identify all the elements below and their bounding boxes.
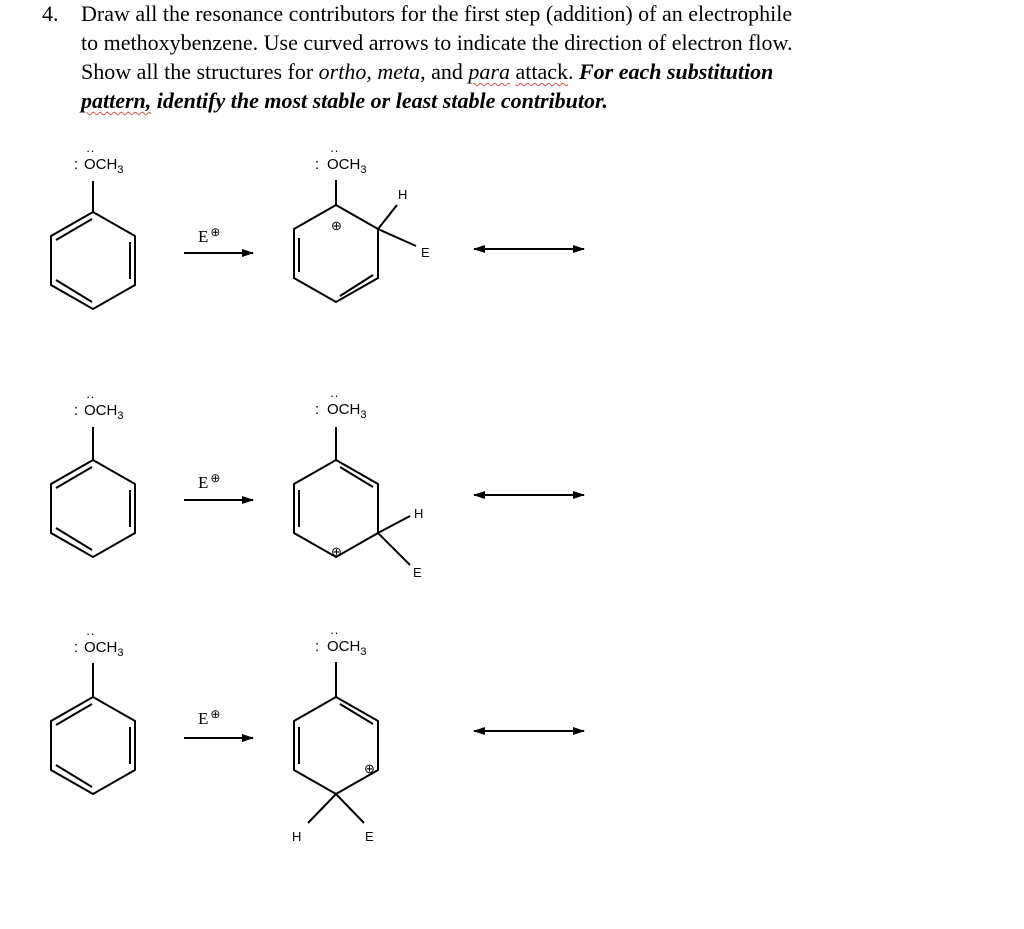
question-number: 4. [42, 1, 59, 26]
row1-electrophile [198, 225, 220, 246]
och: OCH [327, 156, 361, 173]
question-line-2: to methoxybenzene. Use curved arrows to indicate the direction of electron flow. [81, 30, 793, 55]
row2-product-ring [294, 427, 410, 565]
row3-product-och3 [327, 638, 366, 658]
row1-h-label: H [398, 187, 408, 202]
e-charge: ⊕ [210, 471, 221, 485]
row2-product-lone-pair: ·· [330, 388, 339, 403]
line4-text: identify the most stable or least stable contributor. [151, 88, 608, 113]
meta-word: meta [377, 59, 421, 84]
sub3: 3 [117, 164, 124, 176]
row1-reactant-benzene [51, 181, 135, 309]
och: OCH [84, 156, 118, 173]
row1-reactant-och3 [84, 156, 123, 176]
row3-reactant-och3 [84, 639, 123, 659]
e-letter: E [198, 709, 209, 728]
row3-e-label: E [365, 829, 374, 844]
e-charge: ⊕ [210, 707, 221, 721]
line3-text: Show all the structures for [81, 59, 319, 84]
row3-carbocation-charge: ⊕ [364, 761, 375, 776]
e-charge: ⊕ [210, 225, 221, 239]
row3-reactant-lone-pair: ·· [86, 626, 95, 641]
row3-electrophile [198, 707, 220, 728]
sub3: 3 [117, 647, 124, 659]
row2-carbocation-charge: ⊕ [331, 544, 342, 559]
row3-product-colon: : [315, 638, 320, 655]
row2-h-label: H [414, 506, 424, 521]
row3-product-ring [294, 662, 378, 823]
question-line-1: Draw all the resonance contributors for the first step (addition) of an electrophile [81, 1, 793, 26]
row1-carbocation-charge: ⊕ [331, 218, 342, 233]
row3-reactant-colon: : [74, 639, 79, 656]
row1-reactant-colon: : [74, 156, 79, 173]
row2-reactant-och3 [84, 402, 123, 422]
row2-reactant-benzene [51, 427, 135, 557]
sub3: 3 [360, 164, 367, 176]
e-letter: E [198, 227, 209, 246]
och: OCH [327, 638, 361, 655]
period: . [567, 59, 579, 84]
row3-h-label: H [292, 829, 302, 844]
row3-product-lone-pair: ·· [330, 625, 339, 640]
row2-product-colon: : [315, 401, 320, 418]
row1-product-lone-pair: ·· [330, 143, 339, 158]
sub3: 3 [360, 409, 367, 421]
para-word: para [468, 59, 510, 84]
sub3: 3 [117, 410, 124, 422]
ortho-word: ortho, [318, 59, 372, 84]
sub3: 3 [360, 646, 367, 658]
pattern-word: pattern, [81, 88, 152, 113]
och: OCH [84, 402, 118, 419]
row2-e-label: E [413, 565, 422, 580]
and-word: , and [420, 59, 469, 84]
row1-product-och3 [327, 156, 366, 176]
row3-reactant-benzene [51, 663, 135, 794]
och: OCH [84, 639, 118, 656]
row2-electrophile [198, 471, 220, 492]
och: OCH [327, 401, 361, 418]
e-letter: E [198, 473, 209, 492]
row2-reactant-lone-pair: ·· [86, 389, 95, 404]
row2-reactant-colon: : [74, 402, 79, 419]
row1-product-colon: : [315, 156, 320, 173]
bold-instruction: For each substitution [578, 59, 774, 84]
row1-e-label: E [421, 245, 430, 260]
row2-product-och3 [327, 401, 366, 421]
row1-reactant-lone-pair: ·· [86, 143, 95, 158]
attack-word: attack [515, 59, 568, 84]
